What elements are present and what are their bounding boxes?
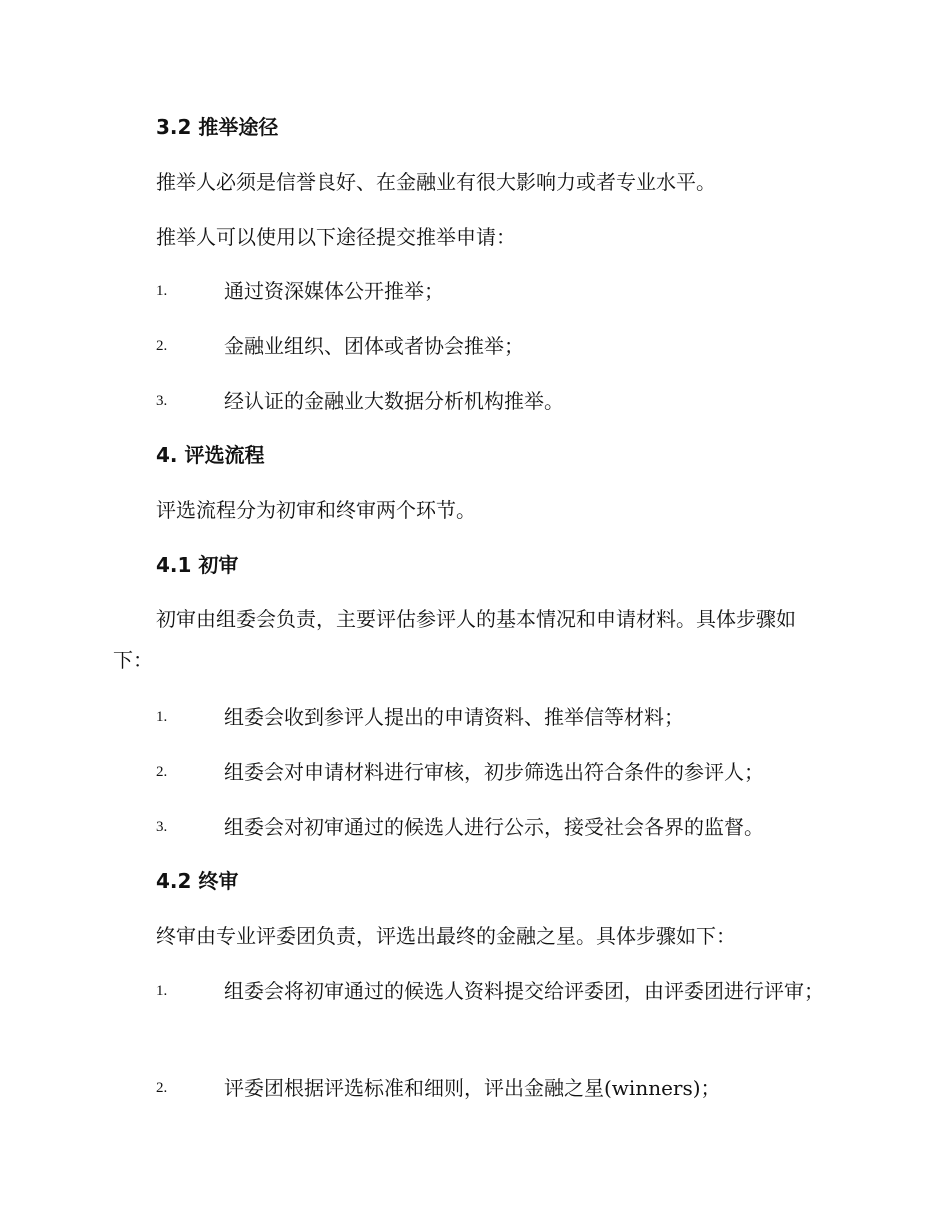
- paragraph: 评选流程分为初审和终审两个环节。: [156, 498, 476, 522]
- list-number: 1.: [156, 983, 168, 999]
- list-text: 组委会收到参评人提出的申请资料、推举信等材料；: [224, 705, 684, 729]
- list-item: [113, 1068, 833, 1109]
- list-text: 经认证的金融业大数据分析机构推举。: [224, 389, 564, 413]
- list-item: [113, 971, 833, 1012]
- section-heading-3-2: 3.2 推举途径: [156, 115, 279, 139]
- list-text: 通过资深媒体公开推举；: [224, 279, 444, 303]
- section-heading-4-2: 4.2 终审: [156, 869, 239, 893]
- list-item: [113, 381, 833, 422]
- section-heading-4-1: 4.1 初审: [156, 553, 239, 577]
- list-item: [113, 697, 833, 738]
- list-number: 3.: [156, 393, 168, 409]
- list-text: 组委会对初审通过的候选人进行公示，接受社会各界的监督。: [224, 815, 764, 839]
- list-number: 1.: [156, 709, 168, 725]
- list-item: [113, 326, 833, 367]
- list-text: 评委团根据评选标准和细则，评出金融之星(winners)；: [224, 1076, 721, 1100]
- paragraph: 推举人必须是信誉良好、在金融业有很大影响力或者专业水平。: [156, 170, 716, 194]
- list-number: 2.: [156, 764, 168, 780]
- list-number: 2.: [156, 338, 168, 354]
- section-heading-4: 4. 评选流程: [156, 443, 265, 467]
- list-number: 3.: [156, 819, 168, 835]
- list-item: [113, 752, 833, 793]
- list-item: [113, 807, 833, 848]
- list-item: [113, 271, 833, 312]
- list-number: 2.: [156, 1080, 168, 1096]
- paragraph: 终审由专业评委团负责，评选出最终的金融之星。具体步骤如下：: [156, 924, 736, 948]
- list-text: 组委会对申请材料进行审核，初步筛选出符合条件的参评人；: [224, 760, 764, 784]
- list-number: 1.: [156, 283, 168, 299]
- list-text: 组委会将初审通过的候选人资料提交给评委团，由评委团进行评审；: [224, 979, 824, 1003]
- paragraph: 初审由组委会负责，主要评估参评人的基本情况和申请材料。具体步骤如下：: [113, 607, 796, 672]
- list-text: 金融业组织、团体或者协会推举；: [224, 334, 524, 358]
- paragraph: 推举人可以使用以下途径提交推举申请：: [156, 225, 516, 249]
